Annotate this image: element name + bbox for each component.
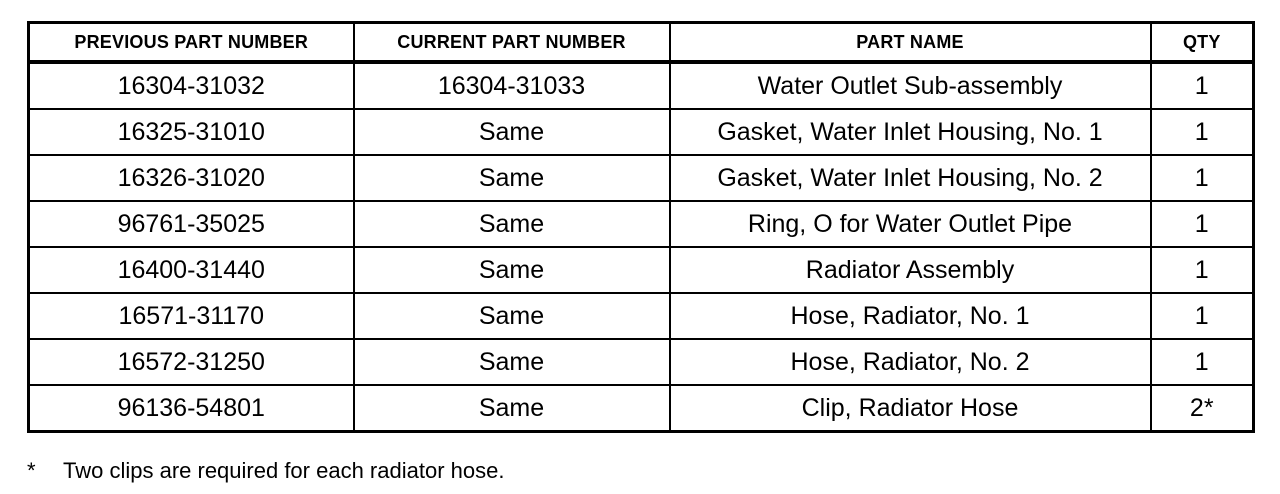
table-row	[29, 201, 1254, 247]
cell-previous-part-number: 96136-54801	[29, 385, 354, 432]
header-qty: QTY	[1151, 23, 1254, 63]
cell-qty: 2*	[1151, 385, 1254, 432]
cell-previous-part-number: 16572-31250	[29, 339, 354, 385]
cell-qty: 1	[1151, 339, 1254, 385]
cell-qty: 1	[1151, 62, 1254, 109]
table-row	[29, 293, 1254, 339]
cell-current-part-number: Same	[354, 155, 670, 201]
cell-previous-part-number: 16571-31170	[29, 293, 354, 339]
cell-part-name: Ring, O for Water Outlet Pipe	[670, 201, 1151, 247]
cell-current-part-number: Same	[354, 201, 670, 247]
header-current-part-number: CURRENT PART NUMBER	[354, 23, 670, 63]
table-header-row	[29, 23, 1254, 63]
cell-part-name: Clip, Radiator Hose	[670, 385, 1151, 432]
footnote-mark: *	[27, 458, 36, 483]
cell-previous-part-number: 96761-35025	[29, 201, 354, 247]
cell-part-name: Water Outlet Sub-assembly	[670, 62, 1151, 109]
table-row	[29, 385, 1254, 432]
table-row	[29, 109, 1254, 155]
table-row	[29, 247, 1254, 293]
cell-current-part-number: Same	[354, 109, 670, 155]
header-previous-part-number: PREVIOUS PART NUMBER	[29, 23, 354, 63]
cell-qty: 1	[1151, 293, 1254, 339]
cell-part-name: Gasket, Water Inlet Housing, No. 1	[670, 109, 1151, 155]
header-part-name: PART NAME	[670, 23, 1151, 63]
cell-previous-part-number: 16400-31440	[29, 247, 354, 293]
table-row	[29, 339, 1254, 385]
footnote	[27, 458, 504, 484]
cell-previous-part-number: 16304-31032	[29, 62, 354, 109]
cell-current-part-number: Same	[354, 385, 670, 432]
cell-qty: 1	[1151, 201, 1254, 247]
cell-current-part-number: 16304-31033	[354, 62, 670, 109]
cell-part-name: Gasket, Water Inlet Housing, No. 2	[670, 155, 1151, 201]
cell-part-name: Hose, Radiator, No. 2	[670, 339, 1151, 385]
cell-qty: 1	[1151, 155, 1254, 201]
table-row	[29, 155, 1254, 201]
cell-previous-part-number: 16325-31010	[29, 109, 354, 155]
table-row	[29, 62, 1254, 109]
table-body	[29, 62, 1254, 432]
cell-current-part-number: Same	[354, 247, 670, 293]
parts-table	[27, 21, 1255, 433]
cell-qty: 1	[1151, 247, 1254, 293]
cell-current-part-number: Same	[354, 339, 670, 385]
cell-part-name: Hose, Radiator, No. 1	[670, 293, 1151, 339]
footnote-text: Two clips are required for each radiator hose.	[63, 458, 505, 483]
cell-qty: 1	[1151, 109, 1254, 155]
cell-part-name: Radiator Assembly	[670, 247, 1151, 293]
cell-previous-part-number: 16326-31020	[29, 155, 354, 201]
cell-current-part-number: Same	[354, 293, 670, 339]
